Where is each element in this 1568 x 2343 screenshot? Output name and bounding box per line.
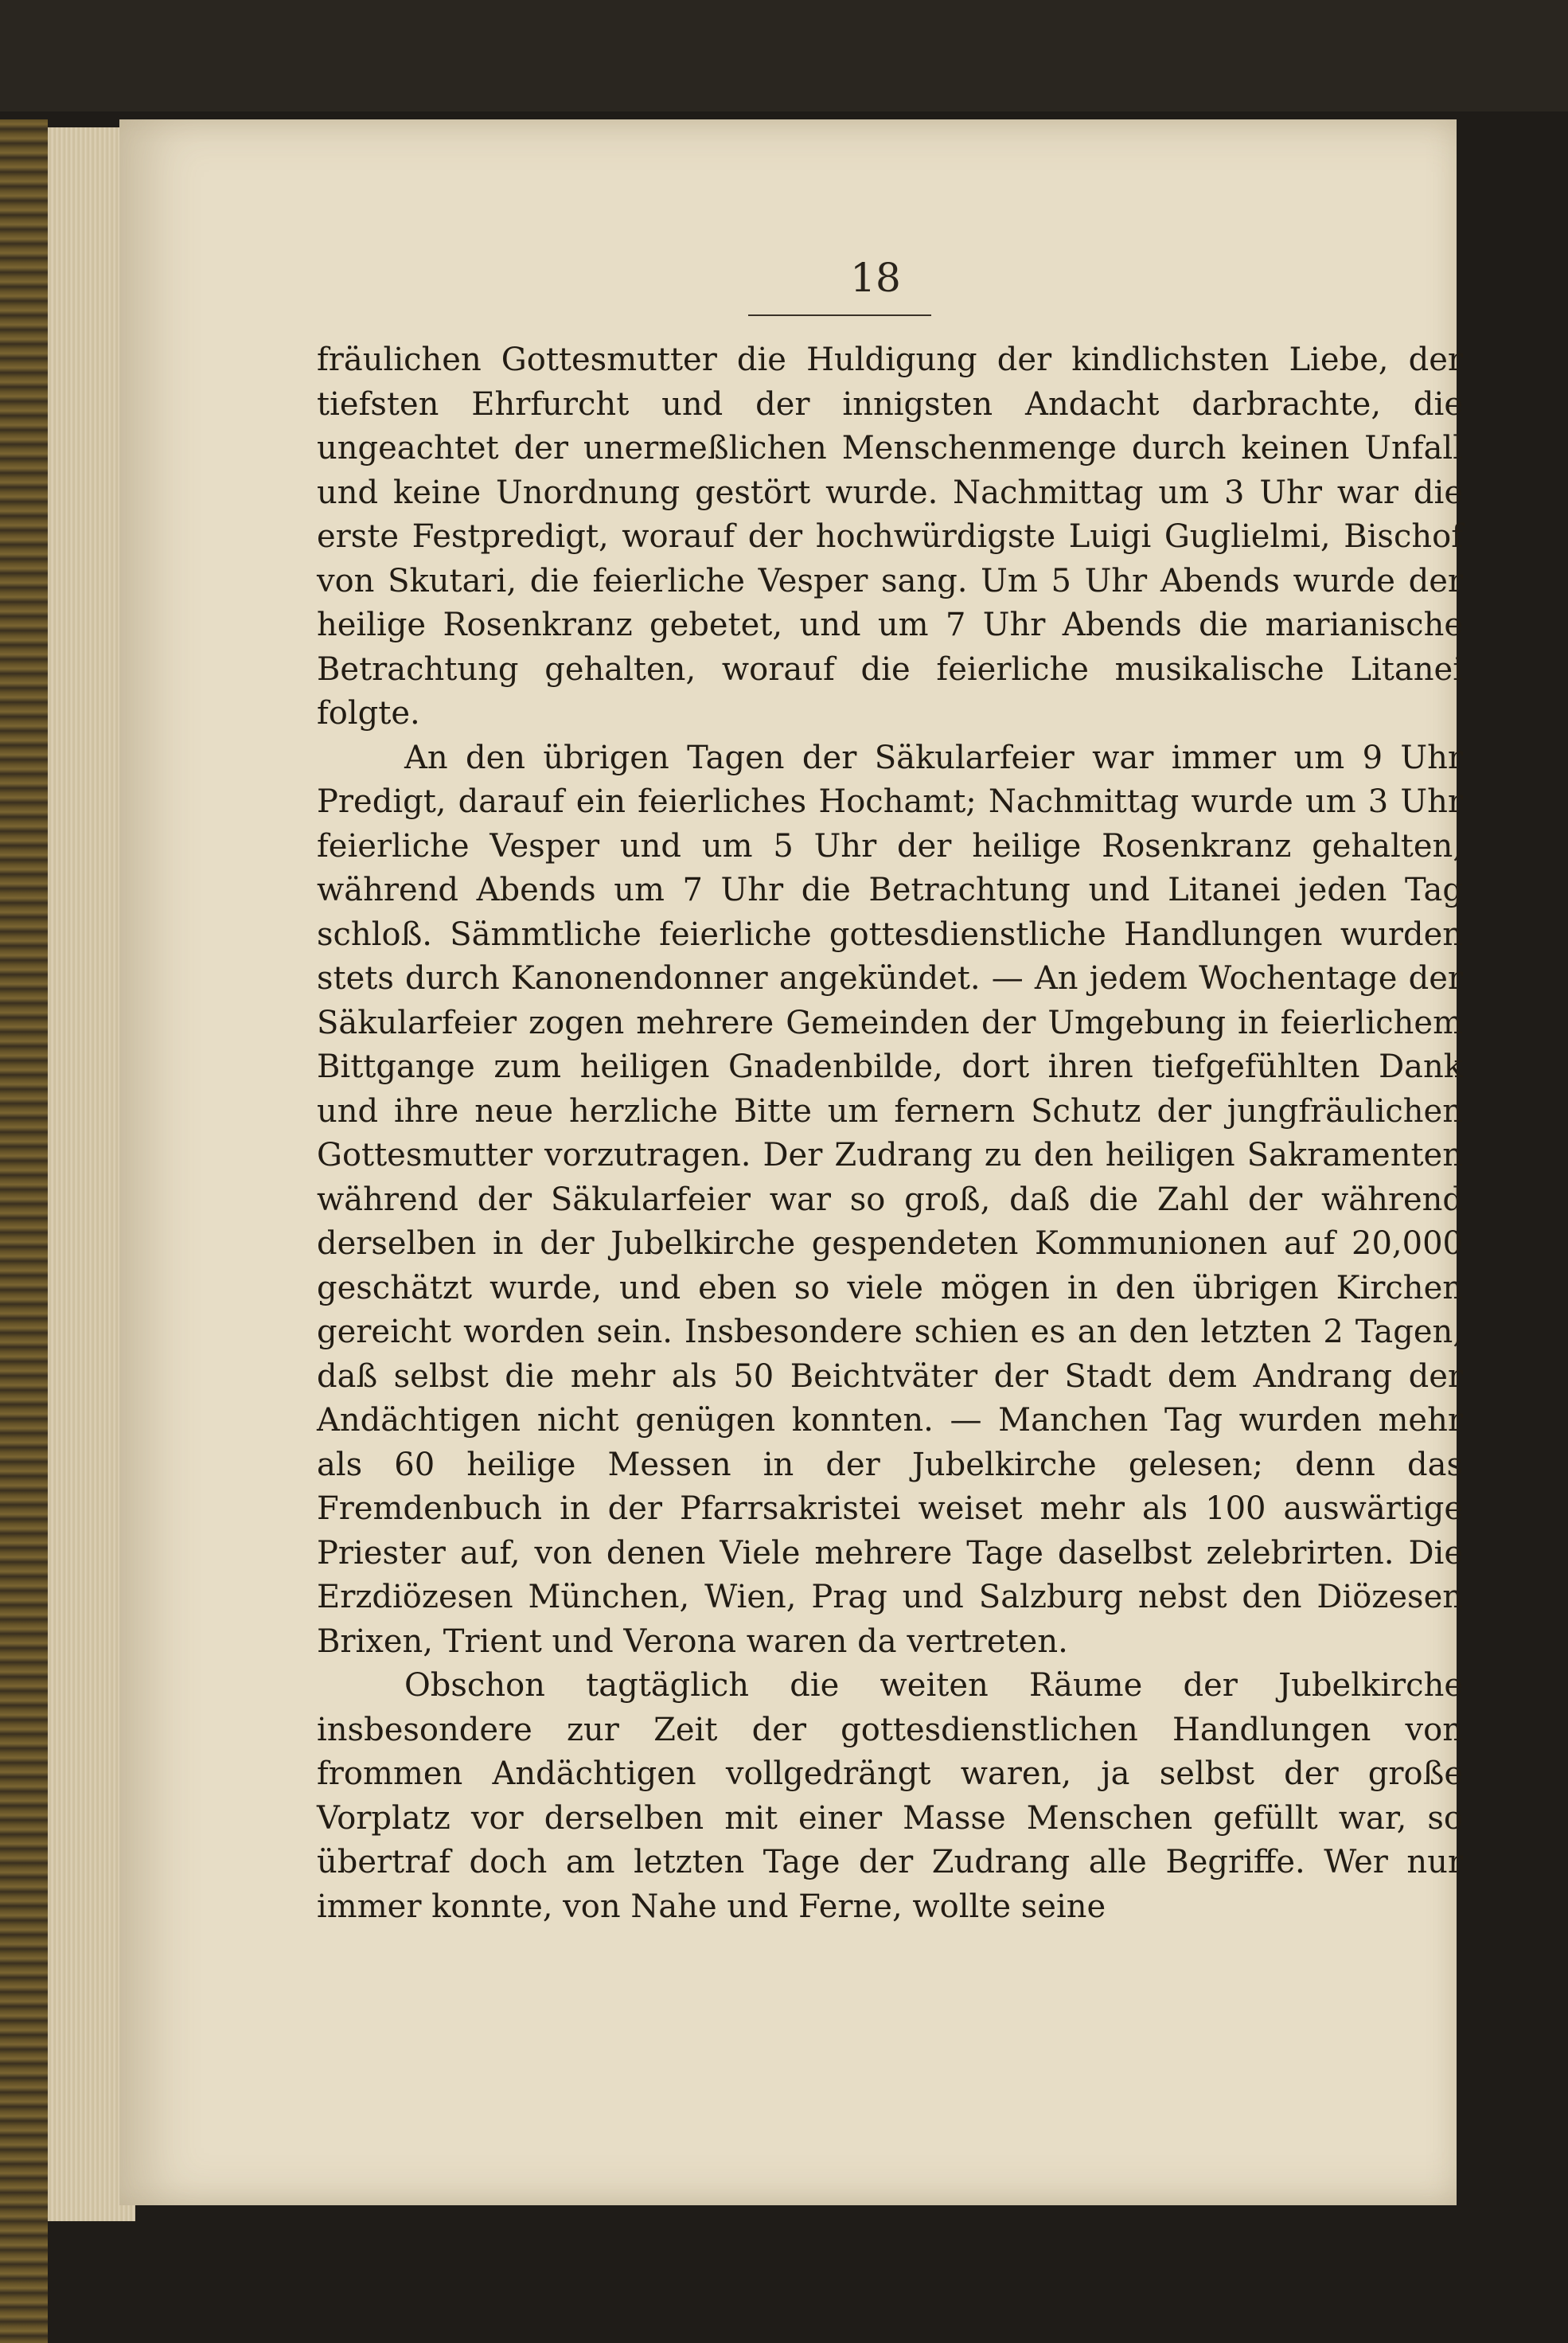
body-text [317, 338, 1463, 1929]
book-spine [0, 119, 48, 2343]
book-page [119, 119, 1463, 2205]
page-number: 18 [850, 255, 901, 301]
paragraph: Obschon tagtäglich die weiten Räume der Jubelkirche insbesondere zur Zeit der gottesdienstlichen Handlungen von frommen Andächtigen vollgedrängt waren, ja selbst der große Vorplatz vor derselben mit einer Masse Menschen gefüllt war, so übertraf doch am letzten Tage der Zudrang alle Begriffe. Wer nur immer konnte, von Nahe und Ferne, wollte seine [317, 1667, 1463, 1925]
paragraph: An den übrigen Tagen der Säkularfeier war immer um 9 Uhr Predigt, darauf ein feierliches Hochamt; Nachmittag wurde um 3 Uhr feierliche Vesper und um 5 Uhr der heilige Rosenkranz gehalten, während Abends um 7 Uhr die Betrachtung und Litanei jeden Tag schloß. Sämmtliche feierliche gottesdienstliche Handlungen wurden stets durch Kanonendonner angekündet. — An jedem Wochentage der Säkularfeier zogen mehrere Gemeinden der Umgebung in feierlichem Bittgange zum heiligen Gnadenbilde, dort ihren tiefgefühlten Dank und ihre neue herzliche Bitte um fernern Schutz der jungfräulichen Gottesmutter vorzutragen. Der Zudrang zu den heiligen Sakramenten während der Säkularfeier war so groß, daß die Zahl der während derselben in der Jubelkirche gespendeten Kommunionen auf 20,000 geschätzt wurde, und eben so viele mögen in den übrigen Kirchen gereicht worden sein. Insbesondere schien es an den letzten 2 Tagen, daß selbst die mehr als 50 Beichtväter der Stadt dem Andrang der Andächtigen nicht genügen konnten. — Manchen Tag wurden mehr als 60 heilige Messen in der Jubelkirche gelesen; denn das Fremdenbuch in der Pfarrsakristei weiset mehr als 100 auswärtige Priester auf, von denen Viele mehrere Tage daselbst zelebrirten. Die Erzdiözesen München, Wien, Prag und Salzburg nebst den Diözesen Brixen, Trient und Verona waren da vertreten. [317, 739, 1463, 1660]
paragraph: fräulichen Gottesmutter die Huldigung der kindlichsten Liebe, der tiefsten Ehrfurcht und der innigsten Andacht darbrachte, die ungeachtet der unermeßlichen Menschenmenge durch keinen Unfall und keine Unordnung gestört wurde. Nachmittag um 3 Uhr war die erste Festpredigt, worauf der hochwürdigste Luigi Guglielmi, Bischof von Skutari, die feierliche Vesper sang. Um 5 Uhr Abends wurde der heilige Rosenkranz gebetet, und um 7 Uhr Abends die marianische Betrachtung gehalten, worauf die feierliche musikalische Litanei folgte. [317, 342, 1463, 732]
header-rule [748, 314, 931, 316]
